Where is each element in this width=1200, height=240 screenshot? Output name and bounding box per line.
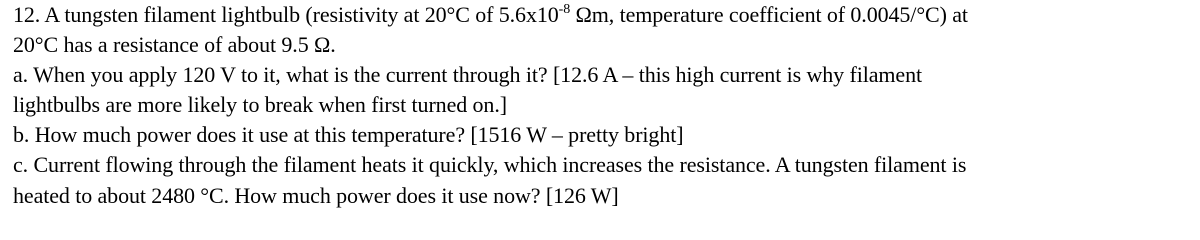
part-c-line-1: c. Current flowing through the filament heats it quickly, which increases the resistance. A tungsten filament is — [13, 152, 967, 177]
problem-statement-text: 12. A tungsten filament lightbulb (resistivity at 20°C of 5.6x10 — [13, 2, 559, 27]
problem-statement-text-cont: Ωm, temperature coefficient of 0.0045/°C) at — [570, 2, 968, 27]
part-a-line-1: a. When you apply 120 V to it, what is the current through it? [12.6 A – this high current is why filament — [13, 62, 922, 87]
part-c-line-2: heated to about 2480 °C. How much power does it use now? [126 W] — [13, 183, 619, 208]
part-a-line-2: lightbulbs are more likely to break when first turned on.] — [13, 92, 507, 117]
exponent-superscript: -8 — [558, 2, 571, 17]
problem-statement-line-2: 20°C has a resistance of about 9.5 Ω. — [13, 32, 336, 57]
problem-statement-line-1 — [13, 0, 968, 30]
part-b-line: b. How much power does it use at this temperature? [1516 W – pretty bright] — [13, 122, 684, 147]
